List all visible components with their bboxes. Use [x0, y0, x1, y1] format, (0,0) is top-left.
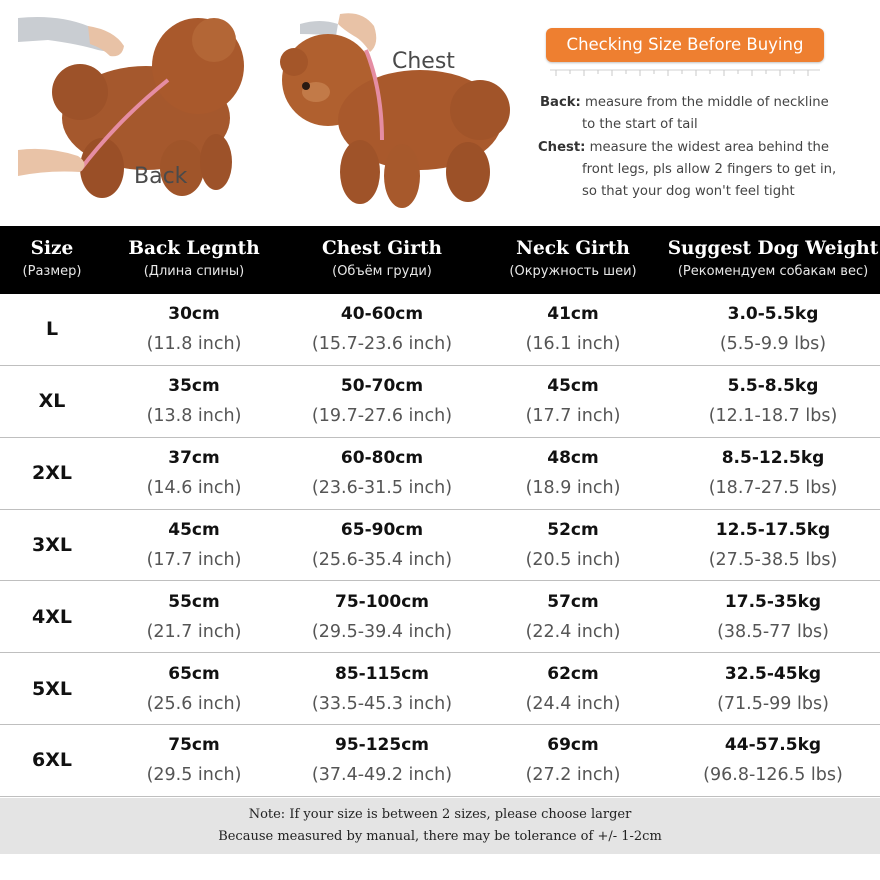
back-inch: (21.7 inch) — [146, 621, 242, 642]
chest-girth-cell — [284, 443, 480, 503]
back-cm: 55cm — [168, 591, 220, 612]
neck-cm: 45cm — [547, 376, 599, 397]
dog-weight-cell — [666, 659, 880, 719]
size-cell: L — [45, 318, 59, 341]
table-header-row — [0, 226, 880, 294]
chest-cm: 75-100cm — [335, 591, 429, 612]
note-line1: Note: If your size is between 2 sizes, please choose larger — [248, 807, 632, 822]
chest-girth-cell — [284, 371, 480, 431]
table-row — [0, 725, 880, 797]
header-dog-weight — [666, 226, 880, 294]
header-weight-subtitle: (Рекомендуем собакам вес) — [677, 264, 869, 279]
back-cm: 35cm — [168, 376, 220, 397]
neck-inch: (16.1 inch) — [525, 334, 621, 355]
header-neck-title: Neck Girth — [516, 238, 630, 259]
chest-girth-cell — [284, 515, 480, 575]
neck-girth-cell — [480, 515, 666, 575]
back-cm: 45cm — [168, 519, 220, 540]
back-length-cell — [104, 515, 284, 575]
weight-kg: 12.5-17.5kg — [715, 519, 831, 540]
neck-inch: (18.9 inch) — [525, 478, 621, 499]
back-length-cell — [104, 587, 284, 647]
weight-lbs: (5.5-9.9 lbs) — [719, 334, 827, 355]
chest-instruction-line2: front legs, pls allow 2 fingers to get in, — [582, 162, 837, 177]
size-note — [0, 798, 880, 854]
chest-girth-cell — [284, 659, 480, 719]
neck-inch: (17.7 inch) — [525, 406, 621, 427]
dog-chest-measure-photo — [270, 0, 520, 218]
weight-kg: 17.5-35kg — [724, 591, 822, 612]
header-weight-title: Suggest Dog Weight — [667, 238, 879, 259]
neck-girth-cell — [480, 587, 666, 647]
header-size-subtitle: (Размер) — [22, 264, 82, 279]
dog-weight-cell — [666, 730, 880, 790]
back-length-cell — [104, 371, 284, 431]
neck-girth-cell — [480, 299, 666, 359]
neck-cm: 62cm — [547, 663, 599, 684]
table-row — [0, 581, 880, 653]
chest-cm: 65-90cm — [340, 519, 424, 540]
size-cell: 5XL — [32, 677, 72, 700]
header-back-title: Back Legnth — [128, 238, 260, 259]
weight-lbs: (71.5-99 lbs) — [717, 693, 829, 714]
size-cell: 4XL — [32, 605, 72, 628]
dog-weight-cell — [666, 587, 880, 647]
header-chest-girth — [284, 226, 480, 294]
dog-weight-cell — [666, 299, 880, 359]
back-cm: 65cm — [168, 663, 220, 684]
header-neck-subtitle: (Окружность шеи) — [509, 264, 637, 279]
chest-measure-instruction — [538, 137, 858, 203]
neck-inch: (24.4 inch) — [525, 693, 621, 714]
chest-inch: (15.7-23.6 inch) — [311, 334, 453, 355]
dog-weight-cell — [666, 371, 880, 431]
back-instruction-line1: measure from the middle of neckline — [585, 95, 829, 110]
header-size-title: Size — [30, 238, 74, 259]
guide-title-banner: Checking Size Before Buying — [546, 28, 824, 62]
neck-inch: (27.2 inch) — [525, 765, 621, 786]
neck-girth-cell — [480, 659, 666, 719]
weight-kg: 3.0-5.5kg — [727, 304, 819, 325]
chest-cm: 60-80cm — [340, 448, 424, 469]
table-row — [0, 294, 880, 366]
chest-label: Chest — [392, 49, 455, 74]
size-cell: 3XL — [32, 533, 72, 556]
chest-inch: (29.5-39.4 inch) — [311, 621, 453, 642]
chest-inch: (23.6-31.5 inch) — [311, 478, 453, 499]
table-row — [0, 653, 880, 725]
weight-kg: 5.5-8.5kg — [727, 376, 819, 397]
back-label: Back — [134, 164, 188, 189]
neck-cm: 52cm — [547, 519, 599, 540]
size-chart-table — [0, 226, 880, 797]
table-row — [0, 438, 880, 510]
back-inch: (13.8 inch) — [146, 406, 242, 427]
neck-cm: 48cm — [547, 448, 599, 469]
back-length-cell — [104, 659, 284, 719]
neck-inch: (22.4 inch) — [525, 621, 621, 642]
table-row — [0, 510, 880, 582]
size-cell: XL — [38, 390, 66, 413]
header-back-subtitle: (Длина спины) — [143, 264, 245, 279]
weight-lbs: (38.5-77 lbs) — [717, 621, 829, 642]
back-instruction-line2: to the start of tail — [582, 117, 698, 132]
measurement-illustration — [0, 0, 880, 226]
weight-kg: 8.5-12.5kg — [721, 448, 825, 469]
back-length-cell — [104, 443, 284, 503]
neck-girth-cell — [480, 730, 666, 790]
back-length-cell — [104, 299, 284, 359]
weight-lbs: (96.8-126.5 lbs) — [703, 765, 843, 786]
back-cm: 75cm — [168, 735, 220, 756]
dog-weight-cell — [666, 443, 880, 503]
neck-cm: 57cm — [547, 591, 599, 612]
chest-term: Chest: — [538, 140, 586, 155]
dog-weight-cell — [666, 515, 880, 575]
chest-cm: 85-115cm — [335, 663, 429, 684]
neck-cm: 69cm — [547, 735, 599, 756]
chest-inch: (33.5-45.3 inch) — [311, 693, 453, 714]
weight-lbs: (12.1-18.7 lbs) — [708, 406, 838, 427]
chest-cm: 95-125cm — [335, 735, 429, 756]
neck-cm: 41cm — [547, 304, 599, 325]
header-neck-girth — [480, 226, 666, 294]
weight-kg: 32.5-45kg — [724, 663, 822, 684]
weight-kg: 44-57.5kg — [724, 735, 822, 756]
header-chest-subtitle: (Объём груди) — [332, 264, 432, 279]
chest-inch: (19.7-27.6 inch) — [311, 406, 453, 427]
back-inch: (14.6 inch) — [146, 478, 242, 499]
ruler-icon — [550, 68, 820, 78]
back-length-cell — [104, 730, 284, 790]
header-chest-title: Chest Girth — [322, 238, 442, 259]
chest-girth-cell — [284, 299, 480, 359]
chest-instruction-line1: measure the widest area behind the — [589, 140, 830, 155]
chest-instruction-line3: so that your dog won't feel tight — [582, 184, 795, 199]
weight-lbs: (27.5-38.5 lbs) — [708, 549, 838, 570]
weight-lbs: (18.7-27.5 lbs) — [708, 478, 838, 499]
header-size — [0, 226, 104, 294]
back-inch: (29.5 inch) — [146, 765, 242, 786]
neck-girth-cell — [480, 371, 666, 431]
chest-inch: (25.6-35.4 inch) — [311, 549, 453, 570]
chest-cm: 40-60cm — [340, 304, 424, 325]
back-inch: (25.6 inch) — [146, 693, 242, 714]
table-row — [0, 366, 880, 438]
chest-cm: 50-70cm — [340, 376, 424, 397]
neck-girth-cell — [480, 443, 666, 503]
note-line2: Because measured by manual, there may be tolerance of +/- 1-2cm — [218, 829, 662, 844]
neck-inch: (20.5 inch) — [525, 549, 621, 570]
back-inch: (11.8 inch) — [146, 334, 242, 355]
chest-inch: (37.4-49.2 inch) — [311, 765, 453, 786]
size-cell: 2XL — [32, 462, 72, 485]
size-guide-panel — [534, 22, 864, 212]
chest-girth-cell — [284, 730, 480, 790]
back-measure-instruction — [540, 92, 860, 136]
chest-girth-cell — [284, 587, 480, 647]
back-cm: 37cm — [168, 448, 220, 469]
size-cell: 6XL — [32, 749, 72, 772]
back-cm: 30cm — [168, 304, 220, 325]
header-back-length — [104, 226, 284, 294]
back-term: Back: — [540, 95, 581, 110]
back-inch: (17.7 inch) — [146, 549, 242, 570]
